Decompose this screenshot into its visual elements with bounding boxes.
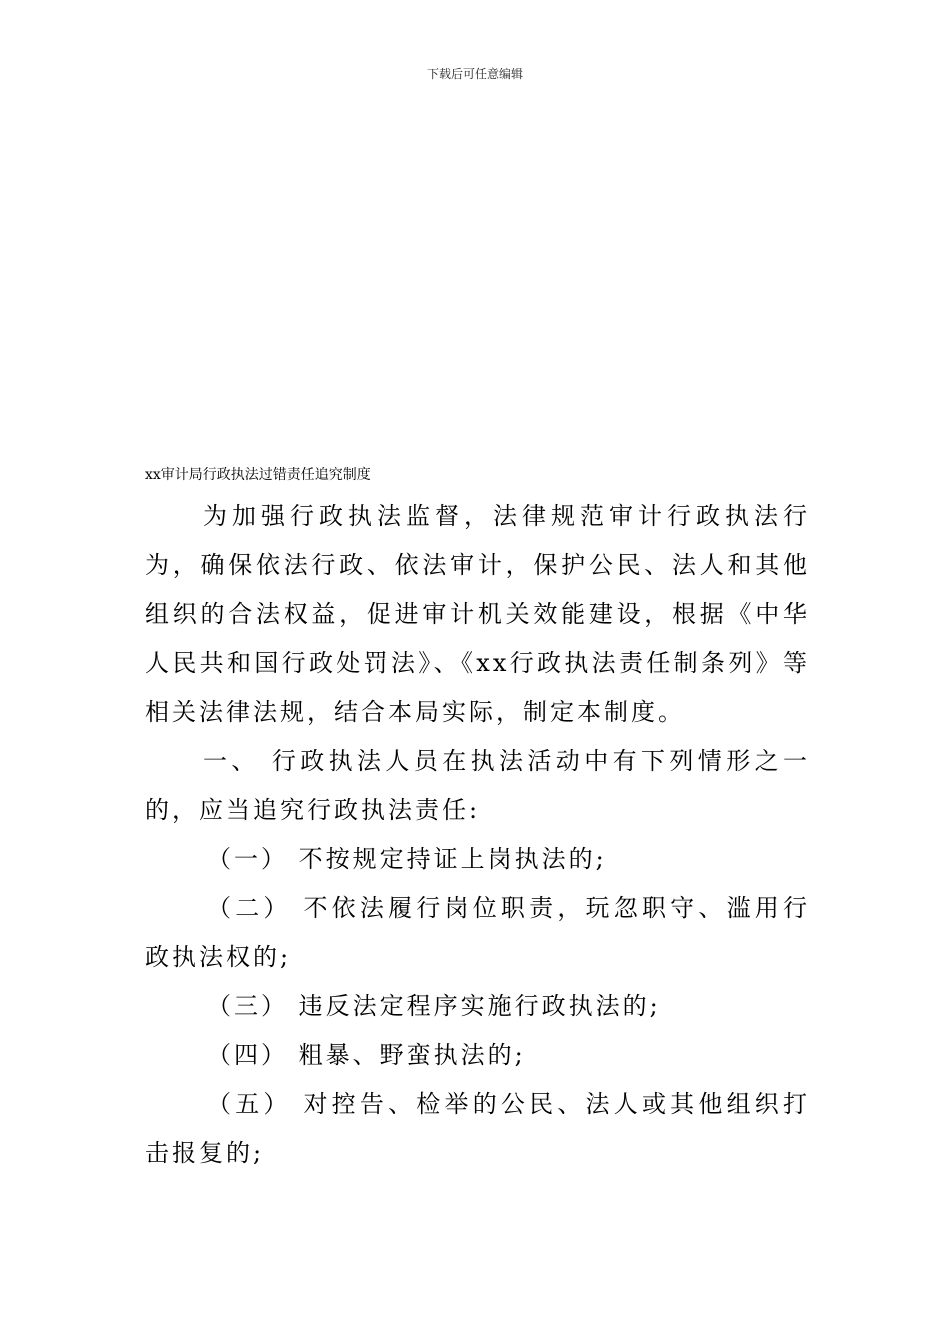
document-body [145, 492, 810, 1178]
document-title: xx审计局行政执法过错责任追究制度 [145, 467, 371, 483]
list-item: （一） 不按规定持证上岗执法的; [207, 845, 607, 873]
intro-paragraph: 为加强行政执法监督，法律规范审计行政执法行为，确保依法行政、依法审计，保护公民、法人和其他组织的合法权益，促进审计机关效能建设，根据《中华人民共和国行政处罚法》、《xx行政执法责任制条列》等相关法律法规，结合本局实际，制定本制度。 [145, 502, 810, 726]
section-one-heading: 一、 行政执法人员在执法活动中有下列情形之一的，应当追究行政执法责任: [145, 747, 810, 824]
header-note: 下载后可任意编辑 [426, 67, 523, 81]
list-item: （五） 对控告、检举的公民、法人或其他组织打击报复的; [145, 1090, 810, 1167]
list-item: （四） 粗暴、野蛮执法的; [207, 1041, 526, 1069]
list-item: （三） 违反法定程序实施行政执法的; [207, 992, 661, 1020]
list-item: （二） 不依法履行岗位职责，玩忽职守、滥用行政执法权的; [145, 894, 810, 971]
